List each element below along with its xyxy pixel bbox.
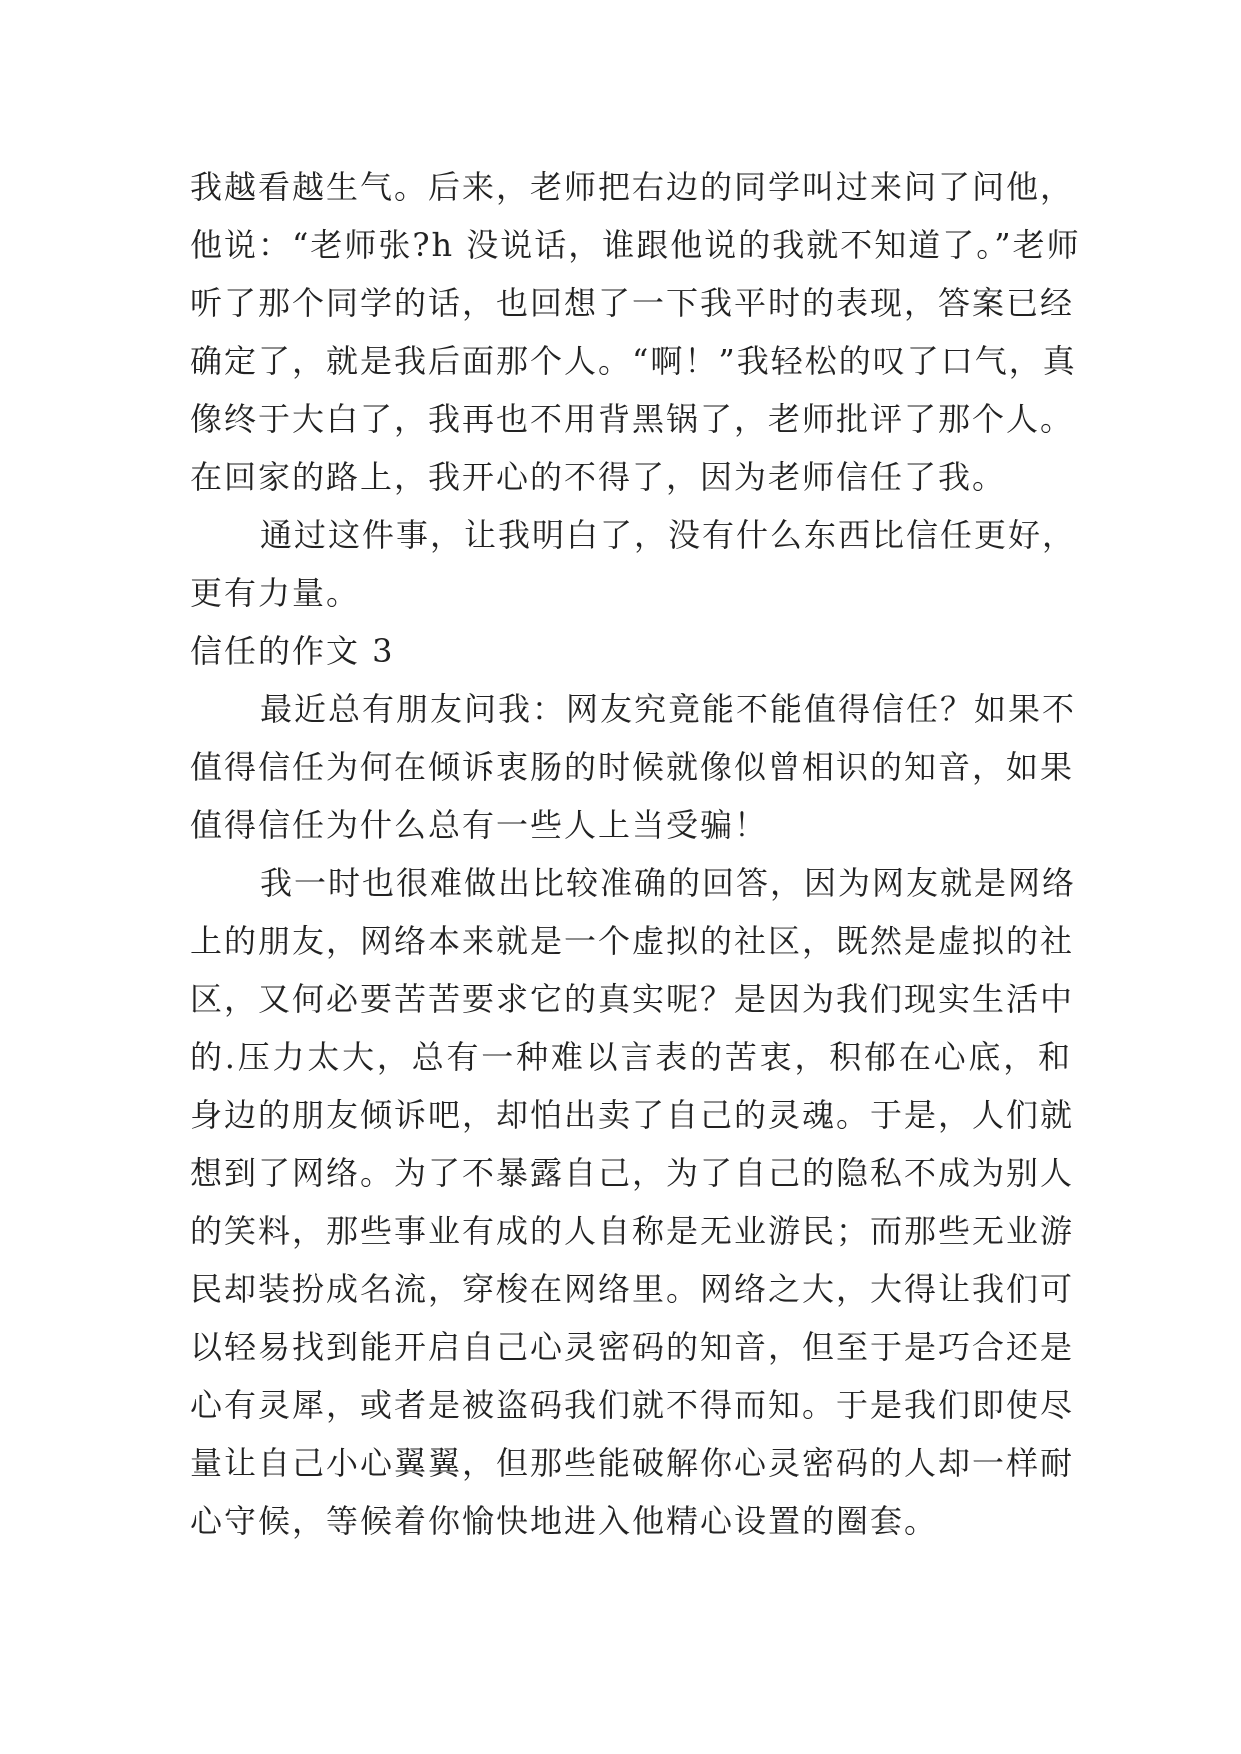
text-line: 在回家的路上，我开心的不得了，因为老师信任了我。	[190, 458, 1007, 496]
text-line: 他说：“老师张?h 没说话，谁跟他说的我就不知道了。”老师	[190, 226, 1081, 264]
text-line: 值得信任为什么总有一些人上当受骗！	[190, 806, 769, 844]
paragraph	[190, 158, 1081, 506]
text-line: 的.压力太大，总有一种难以言表的苦衷，积郁在心底，和	[190, 1038, 1072, 1076]
text-line: 区，又何必要苦苦要求它的真实呢？是因为我们现实生活中	[190, 980, 1075, 1018]
section-title: 信任的作文 3	[190, 632, 395, 670]
text-line: 想到了网络。为了不暴露自己，为了自己的隐私不成为别人	[190, 1154, 1075, 1192]
text-line: 最近总有朋友问我：网友究竟能不能值得信任？如果不	[260, 690, 1077, 728]
text-line: 更有力量。	[190, 574, 361, 612]
text-line: 心守候，等候着你愉快地进入他精心设置的圈套。	[190, 1502, 939, 1540]
text-line: 身边的朋友倾诉吧，却怕出卖了自己的灵魂。于是，人们就	[190, 1096, 1075, 1134]
paragraph	[190, 506, 1077, 622]
text-line: 的笑料，那些事业有成的人自称是无业游民；而那些无业游	[190, 1212, 1075, 1250]
text-line: 通过这件事，让我明白了，没有什么东西比信任更好，	[260, 516, 1077, 554]
paragraph	[190, 680, 1077, 854]
text-line: 听了那个同学的话，也回想了一下我平时的表现，答案已经	[190, 284, 1075, 322]
text-line: 民却装扮成名流，穿梭在网络里。网络之大，大得让我们可	[190, 1270, 1075, 1308]
text-line: 上的朋友，网络本来就是一个虚拟的社区，既然是虚拟的社	[190, 922, 1075, 960]
paragraph	[190, 854, 1077, 1550]
text-line: 我一时也很难做出比较准确的回答，因为网友就是网络	[260, 864, 1077, 902]
text-line: 心有灵犀，或者是被盗码我们就不得而知。于是我们即使尽	[190, 1386, 1075, 1424]
text-line: 以轻易找到能开启自己心灵密码的知音，但至于是巧合还是	[190, 1328, 1075, 1366]
text-line: 我越看越生气。后来，老师把右边的同学叫过来问了问他，	[190, 168, 1075, 206]
document-body	[190, 158, 1081, 1550]
text-line: 确定了，就是我后面那个人。“啊！”我轻松的叹了口气，真	[190, 342, 1077, 380]
text-line: 量让自己小心翼翼，但那些能破解你心灵密码的人却一样耐	[190, 1444, 1075, 1482]
text-line: 值得信任为何在倾诉衷肠的时候就像似曾相识的知音，如果	[190, 748, 1075, 786]
text-line: 像终于大白了，我再也不用背黑锅了，老师批评了那个人。	[190, 400, 1075, 438]
